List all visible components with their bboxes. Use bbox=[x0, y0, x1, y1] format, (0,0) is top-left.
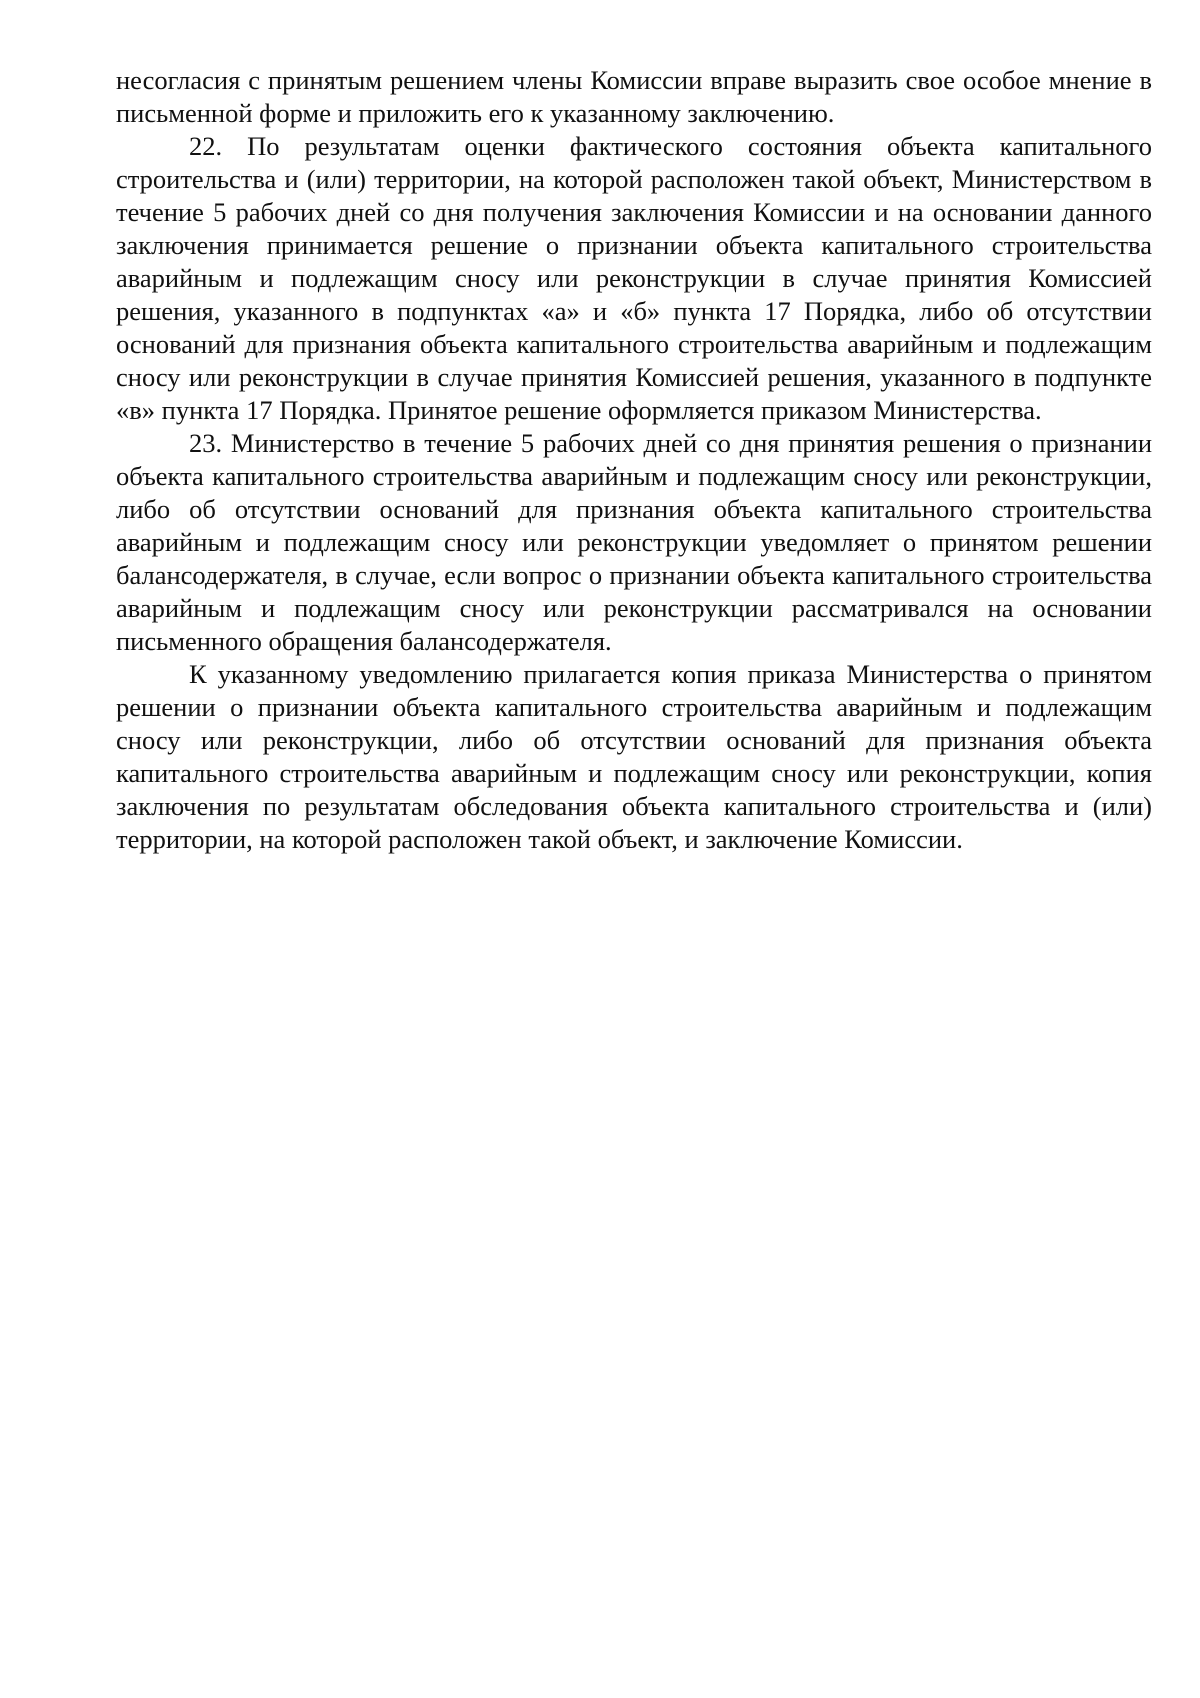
document-page bbox=[116, 64, 1152, 856]
paragraph-item-23: 23. Министерство в течение 5 рабочих дней со дня принятия решения о признании объекта капитального строительства аварийным и подлежащим сносу или реконструкции, либо об отсутствии оснований для признания объекта капитального строительства аварийным и подлежащим сносу или реконструкции уведомляет о принятом решении балансодержателя, в случае, если вопрос о признании объекта капитального строительства аварийным и подлежащим сносу или реконструкции рассматривался на основании письменного обращения балансодержателя. bbox=[116, 428, 1152, 656]
paragraph-continuation: несогласия с принятым решением члены Комиссии вправе выразить свое особое мнение в письменной форме и приложить его к указанному заключению. bbox=[116, 65, 1152, 128]
paragraph-item-22: 22. По результатам оценки фактического состояния объекта капитального строительства и (или) территории, на которой расположен такой объект, Министерством в течение 5 рабочих дней со дня получения заключения Комиссии и на основании данного заключения принимается решение о признании объекта капитального строительства аварийным и подлежащим сносу или реконструкции в случае принятия Комиссией решения, указанного в подпунктах «а» и «б» пункта 17 Порядка, либо об отсутствии оснований для признания объекта капитального строительства аварийным и подлежащим сносу или реконструкции в случае принятия Комиссией решения, указанного в подпункте «в» пункта 17 Порядка. Принятое решение оформляется приказом Министерства. bbox=[116, 131, 1152, 425]
paragraph-notification-attachments: К указанному уведомлению прилагается копия приказа Министерства о принятом решении о признании объекта капитального строительства аварийным и подлежащим сносу или реконструкции, либо об отсутствии оснований для признания объекта капитального строительства аварийным и подлежащим сносу или реконструкции, копия заключения по результатам обследования объекта капитального строительства и (или) территории, на которой расположен такой объект, и заключение Комиссии. bbox=[116, 659, 1152, 854]
